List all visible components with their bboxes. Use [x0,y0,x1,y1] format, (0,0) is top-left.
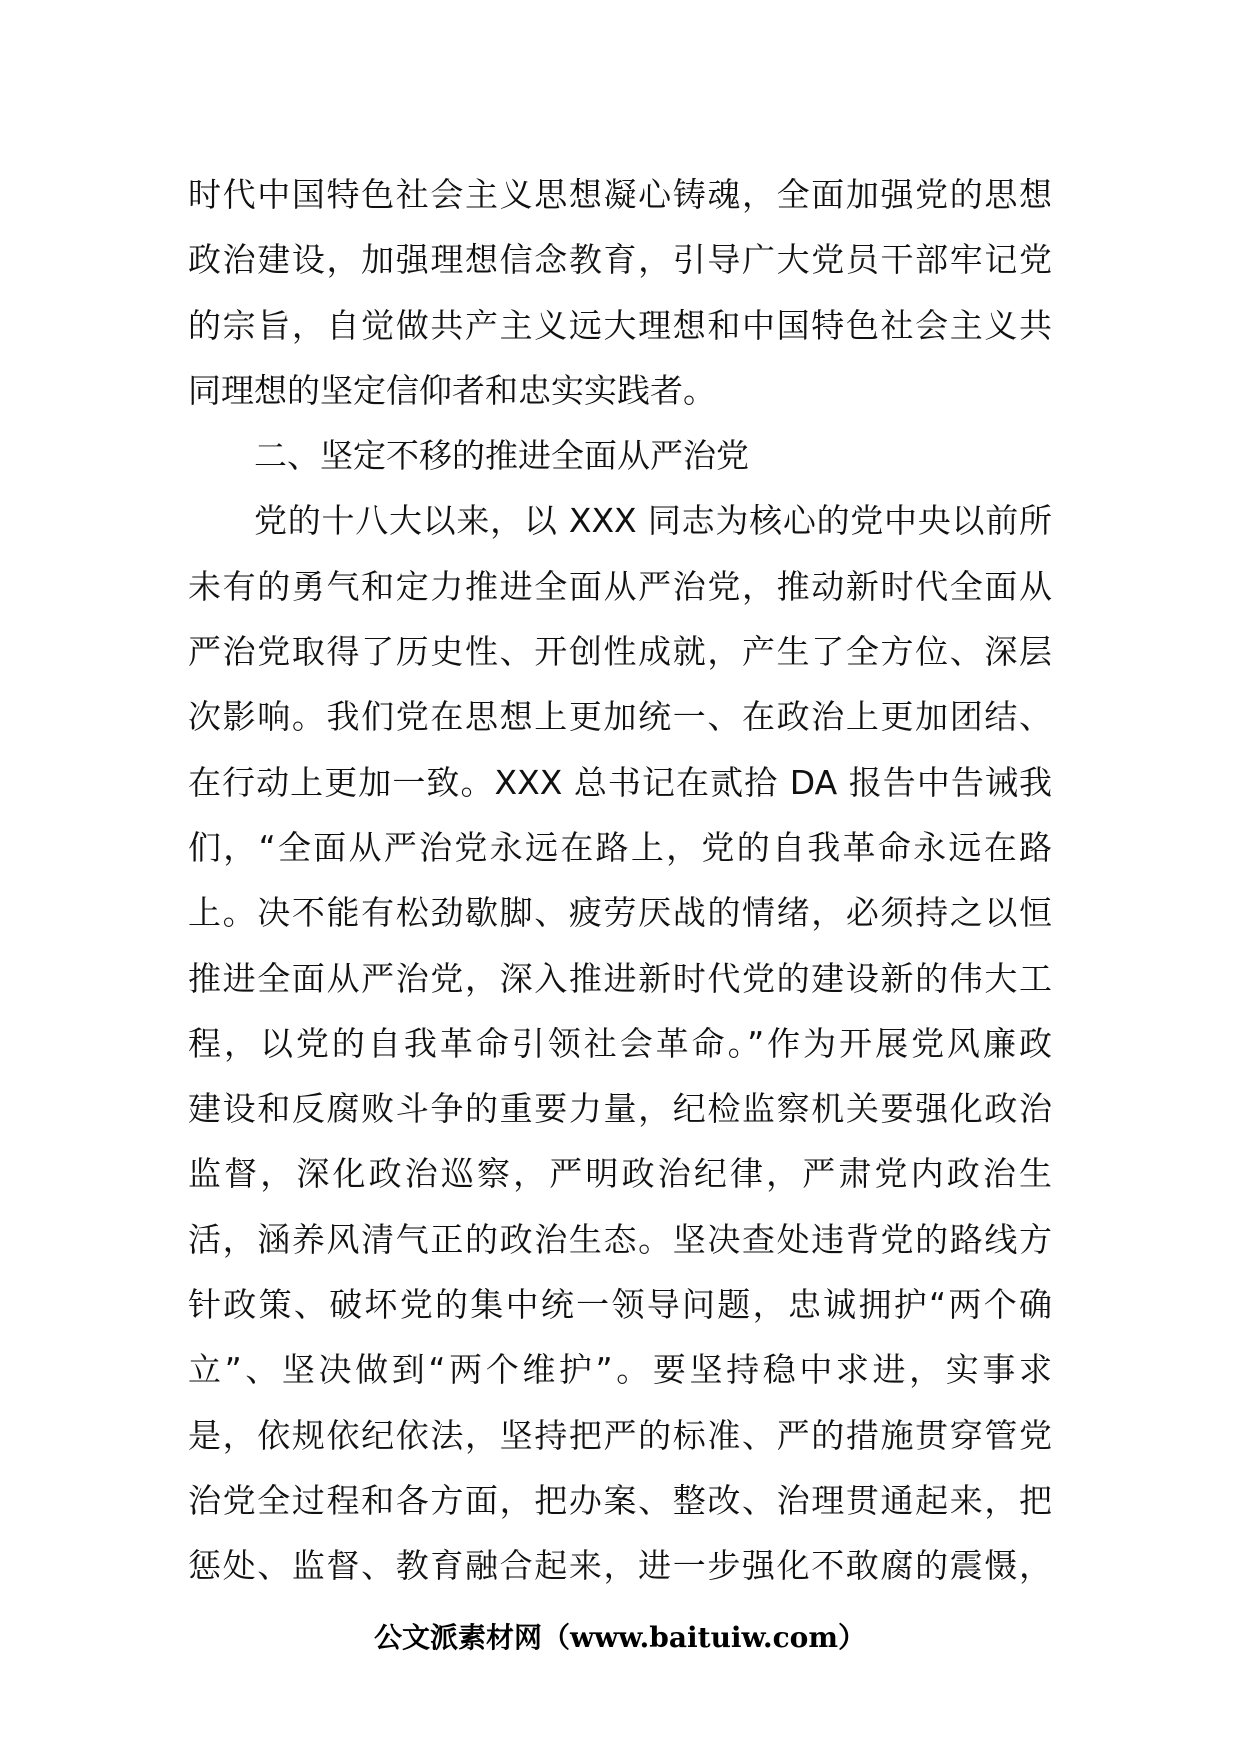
text-line: 程，以党的自我革命引领社会革命。”作为开展党风廉政 [188,1023,1052,1063]
text-line: 立”、坚决做到“两个维护”。要坚持稳中求进，实事求 [188,1350,1052,1390]
text-line: 在行动上更加一致。XXX 总书记在贰拾 DA 报告中告诫我 [188,762,1052,802]
text-line: 的宗旨，自觉做共产主义远大理想和中国特色社会主义共 [188,305,1052,345]
text-line: 活，涵养风清气正的政治生态。坚决查处违背党的路线方 [188,1219,1052,1259]
text-line: 未有的勇气和定力推进全面从严治党，推动新时代全面从 [188,566,1052,606]
text-line: 时代中国特色社会主义思想凝心铸魂，全面加强党的思想 [188,175,1052,214]
text-line: 们，“全面从严治党永远在路上，党的自我革命永远在路 [188,827,1052,867]
text-line: 政治建设，加强理想信念教育，引导广大党员干部牢记党 [188,240,1052,280]
text-line: 监督，深化政治巡察，严明政治纪律，严肃党内政治生 [188,1154,1052,1194]
text-line: 同理想的坚定信仰者和忠实实践者。 [188,370,716,410]
footer-watermark: 公文派素材网（www.baituiw.com） [374,1621,866,1654]
text-line: 严治党取得了历史性、开创性成就，产生了全方位、深层 [188,632,1052,672]
text-line: 治党全过程和各方面，把办案、整改、治理贯通起来，把 [188,1480,1052,1520]
body-text [188,162,1052,1599]
text-line: 推进全面从严治党，深入推进新时代党的建设新的伟大工 [188,958,1052,998]
section-heading: 二、坚定不移的推进全面从严治党 [254,436,749,476]
text-line: 建设和反腐败斗争的重要力量，纪检监察机关要强化政治 [188,1089,1052,1129]
text-line: 是，依规依纪依法，坚持把严的标准、严的措施贯穿管党 [188,1415,1052,1455]
text-line: 上。决不能有松劲歇脚、疲劳厌战的情绪，必须持之以恒 [188,893,1052,933]
text-line: 次影响。我们党在思想上更加统一、在政治上更加团结、 [188,697,1052,737]
text-line: 针政策、破坏党的集中统一领导问题，忠诚拥护“两个确 [188,1285,1052,1325]
text-line: 惩处、监督、教育融合起来，进一步强化不敢腐的震慑， [188,1546,1052,1586]
text-line: 党的十八大以来，以 XXX 同志为核心的党中央以前所 [254,501,1052,541]
